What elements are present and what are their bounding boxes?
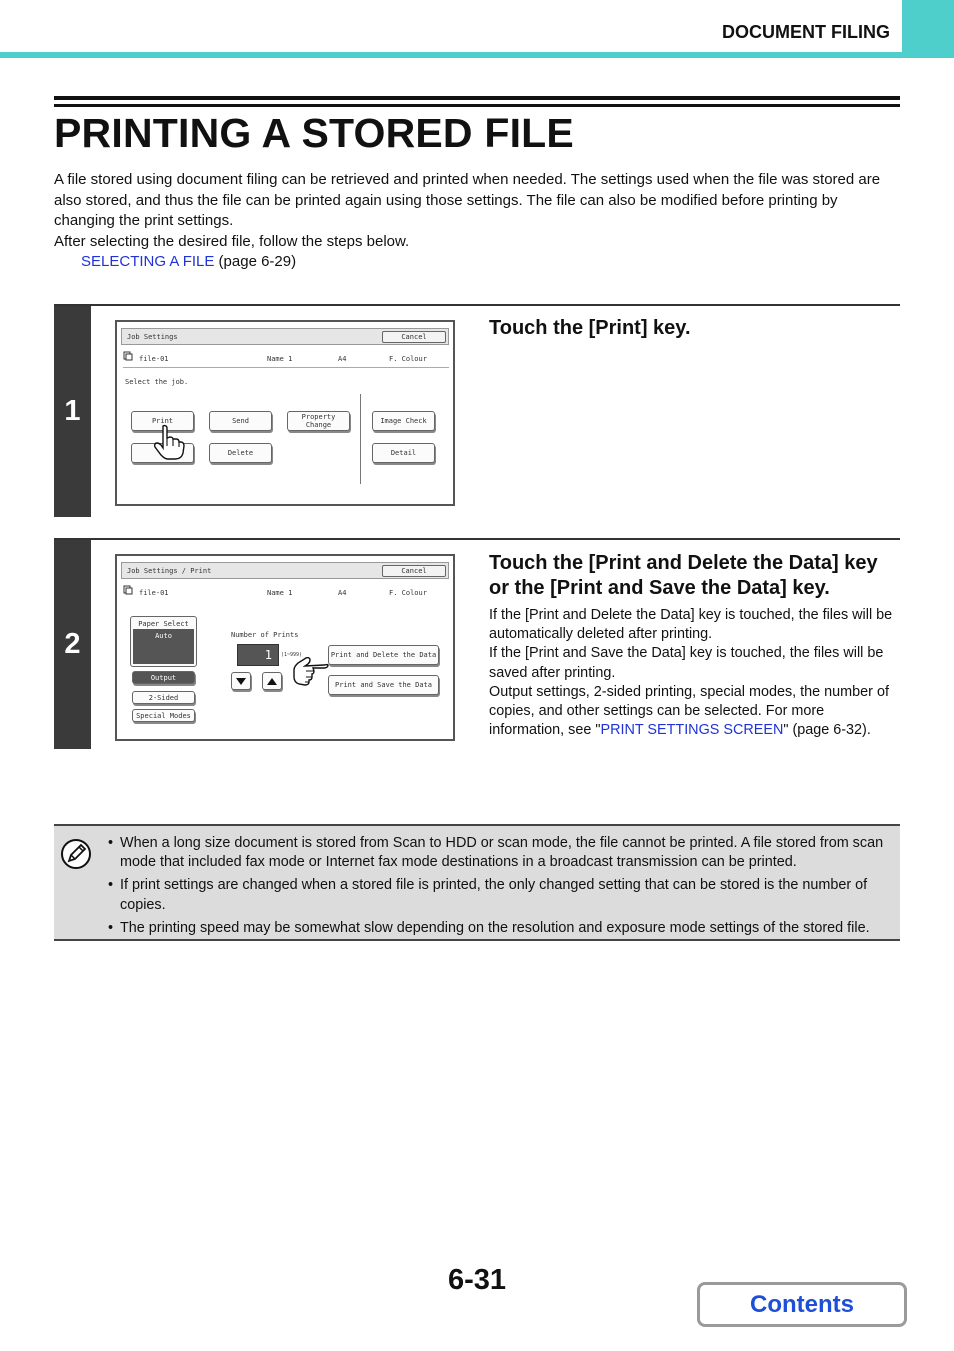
header-accent-bar — [0, 52, 954, 58]
paper-size: A4 — [338, 355, 347, 363]
note-list — [108, 834, 888, 942]
title-rule-top — [54, 96, 900, 100]
file-info-row — [123, 582, 449, 602]
page-title: PRINTING A STORED FILE — [54, 110, 574, 156]
page-number: 6-31 — [448, 1264, 507, 1296]
arrow-up-icon — [267, 678, 277, 685]
header-accent-tab — [902, 0, 954, 58]
screen-header — [121, 328, 449, 345]
step-2-description — [489, 606, 901, 740]
cancel-button[interactable]: Cancel — [382, 565, 446, 577]
print-count-field[interactable]: 1 — [237, 644, 279, 666]
file-icon — [123, 351, 133, 361]
user-name: Name 1 — [267, 589, 293, 597]
print-settings-screen — [115, 554, 455, 741]
note-item: • If print settings are changed when a stored file is printed, the only changed setting that can be stored is the number of copies. — [108, 876, 888, 914]
title-rule-bottom — [54, 104, 900, 107]
section-title: DOCUMENT FILING — [722, 22, 890, 42]
paper-size: A4 — [338, 589, 347, 597]
file-name: file-01 — [139, 589, 169, 597]
detail-button[interactable]: Detail — [372, 443, 435, 463]
step-2-text-3 — [489, 683, 901, 741]
note-item: • The printing speed may be somewhat slow depending on the resolution and exposure mode settings of the stored file. — [108, 919, 888, 938]
step-number: 2 — [54, 540, 91, 749]
step-2-heading-line-2: or the [Print and Save the Data] key. — [489, 577, 830, 599]
note-item: • When a long size document is stored from Scan to HDD or scan mode, the file cannot be printed. A file stored from scan mode that included fax mode or Internet fax mode destinations in a broadcast transmission can be printed. — [108, 834, 888, 872]
two-sided-button[interactable]: 2-Sided — [132, 691, 195, 704]
output-button[interactable]: Output — [132, 671, 195, 684]
step-2-link-page-ref: " (page 6-32). — [783, 722, 871, 739]
screen-title: Job Settings — [127, 333, 178, 341]
screen-title: Job Settings / Print — [127, 567, 212, 575]
file-name: file-01 — [139, 355, 169, 363]
file-icon — [123, 585, 133, 595]
decrease-count-button[interactable] — [231, 672, 251, 690]
paper-select-label: Paper Select — [138, 620, 189, 628]
paper-select-panel[interactable] — [130, 616, 197, 667]
colour-mode: F. Colour — [389, 355, 427, 363]
step-number: 1 — [54, 306, 91, 517]
screen-divider — [360, 394, 361, 484]
arrow-down-icon — [236, 678, 246, 685]
step-2-text-1: If the [Print and Delete the Data] key is touched, the files will be automatically deleted after printing. — [489, 607, 893, 643]
step-2-text-3-body: Output settings, 2-sided printing, special modes, the number of copies, and other settings can be selected. For more information, see " — [489, 683, 889, 739]
contents-button[interactable]: Contents — [697, 1282, 907, 1327]
print-and-save-button[interactable]: Print and Save the Data — [328, 675, 439, 695]
print-and-delete-button[interactable]: Print and Delete the Data — [328, 645, 439, 665]
intro-paragraph-2: After selecting the desired file, follow the steps below. — [54, 232, 410, 250]
note-pencil-icon — [60, 838, 92, 870]
step-1 — [54, 304, 900, 517]
step-2 — [54, 538, 900, 749]
select-prompt: Select the job. — [125, 378, 189, 386]
step-2-heading — [489, 551, 878, 601]
delete-button[interactable]: Delete — [209, 443, 272, 463]
number-of-prints-label: Number of Prints — [231, 631, 299, 639]
print-settings-screen-link[interactable]: PRINT SETTINGS SCREEN — [600, 722, 784, 739]
intro-text — [54, 170, 902, 273]
user-name: Name 1 — [267, 355, 293, 363]
send-button[interactable]: Send — [209, 411, 272, 431]
screen-header — [121, 562, 449, 579]
property-change-button[interactable] — [287, 411, 350, 431]
image-check-button[interactable]: Image Check — [372, 411, 435, 431]
colour-mode: F. Colour — [389, 589, 427, 597]
property-label-line-2: Change — [305, 421, 332, 429]
selecting-a-file-link[interactable]: SELECTING A FILE — [81, 253, 215, 271]
pointing-hand-icon — [293, 657, 329, 687]
count-range: (1~999) — [281, 652, 303, 658]
increase-count-button[interactable] — [262, 672, 282, 690]
step-2-heading-line-1: Touch the [Print and Delete the Data] key — [489, 552, 878, 574]
job-settings-screen — [115, 320, 455, 506]
pointing-hand-icon — [153, 424, 185, 460]
step-2-text-2: If the [Print and Save the Data] key is touched, the files will be saved after printing. — [489, 645, 884, 681]
paper-select-value: Auto — [133, 629, 194, 664]
intro-paragraph-1: A file stored using document filing can be retrieved and printed when needed. The settings used when the file was stored are also stored, and thus the file can be printed again using those settings. The file can also be modified before printing by changing the print settings. — [54, 171, 881, 230]
print-button[interactable]: Print — [131, 411, 194, 431]
file-info-row — [123, 348, 449, 368]
property-label-line-1: Property — [301, 413, 336, 421]
intro-link-line — [54, 252, 902, 273]
note-box — [54, 824, 900, 941]
special-modes-button[interactable]: Special Modes — [132, 709, 195, 722]
cancel-button[interactable]: Cancel — [382, 331, 446, 343]
link-page-ref: (page 6-29) — [214, 253, 297, 271]
step-1-heading: Touch the [Print] key. — [489, 317, 691, 339]
